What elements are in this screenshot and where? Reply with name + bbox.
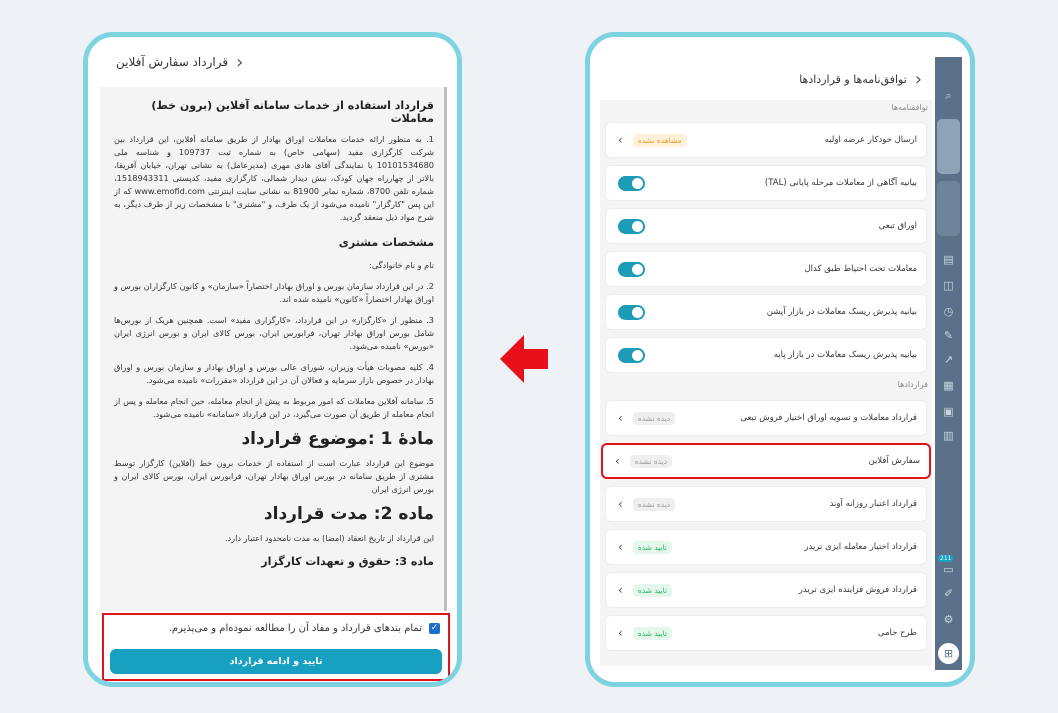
agree-checkbox[interactable]: ✓: [430, 623, 439, 633]
contract-label: قرارداد معاملات و تسویه اوراق اختیار فروش تبعی: [740, 413, 917, 423]
notification-count-badge: 211: [940, 555, 952, 562]
chevron-left-icon: ‹: [618, 583, 623, 597]
agreement-toggle[interactable]: [618, 262, 645, 277]
search-icon[interactable]: ⌕: [945, 89, 952, 102]
contract-phone-screen: [83, 32, 462, 687]
history-icon[interactable]: ◷: [943, 305, 954, 318]
article-1-text: موضوع این قرارداد عبارت است از استفاده از خدمات برون خط (آفلاین) کارگزار توسط مشتری از طریق سامانه در بورس اوراق بهادار تهران، فرابورس ایران، بورس کالای ایران و بورس انرژی ایران: [114, 458, 434, 494]
status-badge: مشاهده نشده: [633, 134, 687, 147]
chevron-left-icon: ‹: [618, 540, 623, 554]
agree-row[interactable]: [169, 623, 440, 634]
bar-chart-icon[interactable]: ▥: [943, 429, 954, 442]
contract-paragraph: 4. کلیه مصوبات هیأت وزیران، شورای عالی بورس و اوراق بهادار و سازمان بورس و اوراق بهادار در خصوص بازار سرمایه و فعالان آن در این قرارداد «مقررات» نامیده می‌شود.: [114, 362, 434, 385]
settings-icon[interactable]: ⚙: [943, 613, 954, 626]
trend-icon[interactable]: ↗: [943, 353, 954, 366]
article-2-heading: ماده 2: مدت قرارداد: [263, 504, 434, 524]
agreement-row[interactable]: [605, 208, 927, 244]
contracts-section-label: قراردادها: [897, 380, 928, 389]
contract-label: قرارداد اعتبار روزانه آوند: [829, 499, 917, 509]
agreement-toggle[interactable]: [618, 348, 645, 363]
contract-row[interactable]: [605, 615, 927, 651]
page-title: توافق‌نامه‌ها و قراردادها: [799, 72, 907, 86]
contract-main-heading: قرارداد استفاده از خدمات سامانه آفلاین (برون خط) معاملات: [151, 99, 434, 125]
status-badge: تایید شده: [633, 541, 672, 554]
client-name-line: نام و نام خانوادگی:: [369, 260, 434, 270]
agreement-label: بیانیه پذیرش ریسک معاملات در بازار آپشن: [766, 307, 917, 317]
contract-row-highlighted[interactable]: [601, 443, 931, 479]
article-2-text: این قرارداد از تاریخ انعقاد (امضا) به مدت نامحدود اعتبار دارد.: [224, 533, 434, 543]
contract-header: [88, 37, 457, 87]
chat-icon[interactable]: ▭: [943, 563, 954, 576]
contract-text-panel[interactable]: [100, 87, 447, 611]
side-navigation-bar: [935, 57, 962, 670]
contract-label: قرارداد اختیار معامله ایزی تریدر: [804, 542, 917, 552]
agreement-label: معاملات تحت احتیاط طبق کدال: [804, 264, 917, 274]
agreement-label: ارسال خودکار عرضه اولیه: [824, 135, 917, 145]
agreements-list: [600, 100, 932, 666]
pin-icon[interactable]: ✎: [943, 329, 954, 342]
article-3-heading: ماده 3: حقوق و تعهدات کارگزار: [261, 555, 434, 568]
contract-label: سفارش آفلاین: [868, 456, 920, 466]
status-badge: دیده نشده: [633, 498, 675, 511]
contract-paragraph: 5. سامانه آفلاین معاملات که امور مربوط به پیش از انجام معامله، حین انجام معامله و پس از انجام معامله از طریق آن صورت می‌گیرد، در این قرارداد «سامانه» نامیده می‌شود.: [114, 396, 434, 419]
wallet-icon[interactable]: ◫: [943, 279, 954, 292]
status-badge: دیده نشده: [633, 412, 675, 425]
contract-label: قرارداد فروش فزاینده ایزی تریدر: [798, 585, 917, 595]
agreement-toggle[interactable]: [618, 219, 645, 234]
agreements-phone-screen: [585, 32, 975, 687]
agreement-toggle[interactable]: [618, 305, 645, 320]
apps-grid-icon[interactable]: ⊞: [938, 643, 959, 664]
article-1-heading: مادهٔ 1 :موضوع قرارداد: [241, 429, 434, 449]
contract-row[interactable]: [605, 400, 927, 436]
status-badge: تایید شده: [633, 627, 672, 640]
agreement-label: بیانیه پذیرش ریسک معاملات در بازار پایه: [773, 350, 917, 360]
page-title: قرارداد سفارش آفلاین: [116, 55, 229, 69]
chevron-left-icon: ‹: [618, 133, 623, 147]
grid-icon[interactable]: ▦: [943, 379, 954, 392]
chevron-left-icon: ‹: [618, 411, 623, 425]
agreement-row[interactable]: [605, 165, 927, 201]
contract-row[interactable]: [605, 572, 927, 608]
agreement-toggle[interactable]: [618, 176, 645, 191]
chevron-left-icon: ‹: [618, 497, 623, 511]
contract-paragraph: 2. در این قرارداد سازمان بورس و اوراق بهادار اختصاراً «سازمان» و کانون کارگزاران بورس و اوراق بهادار اختصاراً «کانون» نامیده شده اند.: [114, 281, 434, 304]
agreement-row[interactable]: [605, 122, 927, 158]
status-badge: دیده نشده: [630, 455, 672, 468]
contract-label: طرح حامی: [877, 628, 917, 638]
sidebar-tab-active[interactable]: [937, 119, 960, 174]
agreement-row[interactable]: [605, 337, 927, 373]
agreement-label: اوراق تبعی: [878, 221, 917, 231]
agreement-row[interactable]: [605, 251, 927, 287]
contract-paragraph: 1. به منظور ارائه خدمات معاملات اوراق بهادار از طریق سامانه آفلاین، این قرارداد بین شرکت کارگزاری مفید (سهامی خاص) به شماره ثبت 109737 و شناسه ملی 10101534680 با نمایندگی آقای هادی مهری (مدیرعامل) به نشانی تهران، خیابان آفریقا، بالاتر از چهارراه جهان کودک، نبش دیدار شمالی، کارگزاری مفید، کدپستی 1518943311، شماره تلفن 8700، شماره نمابر 81900 به نشانی سایت اینترنتی www.emofid.com که از این پس "کارگزار" نامیده می‌شود از یک طرف، و "مشتری" با مشخصات زیر از طرف دیگر، به شرح مواد ذیل منعقد گردید.: [114, 134, 434, 222]
agreement-label: بیانیه آگاهی از معاملات مرحله پایانی (TAL): [764, 178, 917, 188]
edit-icon[interactable]: ✐: [943, 587, 954, 600]
document-icon[interactable]: ▣: [943, 405, 954, 418]
chevron-left-icon: ‹: [615, 454, 620, 468]
chart-icon[interactable]: ▤: [943, 253, 954, 266]
contract-row[interactable]: [605, 486, 927, 522]
back-chevron-icon[interactable]: ‹: [914, 68, 922, 90]
client-info-heading: مشخصات مشتری: [338, 236, 434, 249]
agreements-section-label: توافقنامه‌ها: [891, 103, 928, 112]
confirm-contract-button[interactable]: تایید و ادامه قرارداد: [110, 649, 442, 674]
contract-row[interactable]: [605, 529, 927, 565]
back-chevron-icon[interactable]: ‹: [236, 51, 244, 73]
agreements-header: [590, 59, 940, 99]
agree-label: تمام بندهای قرارداد و مفاد آن را مطالعه نموده‌ام و می‌پذیرم.: [168, 623, 422, 634]
sidebar-tab[interactable]: [937, 181, 960, 236]
agreement-footer-highlight: [102, 613, 450, 681]
agreement-row[interactable]: [605, 294, 927, 330]
contract-paragraph: 3. منظور از «کارگزار» در این قرارداد، «کارگزاری مفید» است. همچنین هریک از بورس‌ها شامل بورس اوراق بهادار تهران، فرابورس ایران، بورس کالای ایران و بورس انرژی ایران «بورس» نامیده می‌شود.: [114, 315, 434, 351]
left-arrow-icon: [498, 333, 550, 385]
chevron-left-icon: ‹: [618, 626, 623, 640]
status-badge: تایید شده: [633, 584, 672, 597]
